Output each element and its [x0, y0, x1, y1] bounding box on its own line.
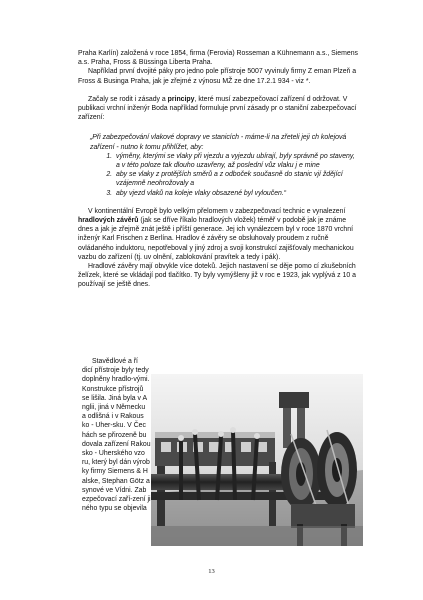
paragraph-firms: Praha Karlín) založená v roce 1854, firma (Ferovia) Rosseman a Kühnemann a.s., Siemens a.s. Praha, Fross & Büssinga Liberta Praha.	[78, 50, 358, 67]
quote-list	[78, 152, 358, 198]
quote-item: 3. aby vjezd vlaků na koleje vlaky obsazené byl vyloučen.“	[114, 189, 358, 198]
interlocking-machine-photo	[151, 374, 363, 546]
side-line: ezpečovací zaří-zení ji	[82, 496, 151, 504]
text-column	[78, 49, 358, 290]
side-line: hách se přirozeně bu	[82, 431, 147, 439]
paragraph-interlocks: V kontinentální Evropě bylo velkým přelomem v zabezpečovací technic e vynalezení hradlových závěrů (jak se dříve říkalo hradlových vložek) téměř v podobě jak je známe dnes a jak je zřejmě znát ještě i příští generace. Jej ich vynálezcem byl v roce 1870 vrchní inženýr Karl Frischen z Berlína. Hradlov é závěry se obsluhovaly proudem z ručně ovládaného induktoru, nepotřeboval y jiný zdroj a svoji konstrukcí zajišťovaly mechanickou vazbu do zařízení (tj. uv olnění, zablokování pravítek a tedy i pák).	[78, 207, 354, 261]
side-text	[82, 357, 154, 513]
quote-item: 1. výměny, kterými se vlaky při vjezdu a vyjezdu ubírají, byly správně po staveny, a v této poloze tak dlouho uzavřeny, až poslední vůz vlaku j e mine	[114, 152, 358, 170]
side-line: dovala zařízení Rakou	[82, 440, 151, 448]
quote-block	[78, 133, 358, 197]
paragraph-principles: Začaly se rodit i zásady a principy, které musí zabezpečovací zařízení d održovat. V publikaci vrchní inženýr Boda například formuluje první zásady pr o staniční zabezpečovací zařízení:	[78, 95, 357, 122]
side-line: ru, který byl dán výrob	[82, 459, 150, 467]
term-principy: principy	[167, 95, 195, 103]
side-line: Stavědlové a ří	[92, 358, 138, 365]
side-line: dicí přístroje byly tedy	[82, 367, 149, 375]
side-line: doplněny hradlo-vými.	[82, 376, 150, 384]
quote-item: 2. aby se vlaky z protějších směrů a z odboček současně do stanic vjí ždějící vzájemně neohrožovaly a	[114, 170, 358, 188]
side-line: Konstrukce přístrojů	[82, 385, 144, 393]
side-line: ko - Uher-sku. V Čec	[82, 422, 146, 430]
page-number: 13	[208, 568, 215, 575]
side-line: alske, Stephan Götz a	[82, 477, 150, 485]
side-line: se lišila. Jiná byla v A	[82, 394, 148, 402]
side-line: a odlišná i v Rakous	[82, 413, 144, 421]
side-line: sko - Uherského vzo	[82, 450, 145, 458]
paragraph-contacts: Hradlové závěry mají obvykle více doteků. Jejich nastavení se děje pomo cí zkušebních želízek, které se vkládají pod tlačítko. Ty byly vymýšleny již v roc e 1923, jak vyplývá z 10 a používají se ještě dnes.	[78, 263, 356, 289]
quote-lead: „Při zabezpečování vlakové dopravy ve stanicích - máme-li na zřeteli jeji ch kolejová zařízení - nutno k tomu přihlížet, aby:	[90, 134, 347, 151]
side-line: ky firmy Siemens & H	[82, 468, 148, 476]
term-hradlove-zavery: hradlových závěrů	[78, 217, 139, 225]
side-line: ného typu se objevila	[82, 505, 147, 513]
paragraph-levers: Například první dvojité páky pro jedno pole přístroje 5007 vyvinuly firmy Z eman Plzeň a Fross & Businga Praha, jak je zřejmé z výnosu MŽ ze dne 17.2.1 934 - viz *.	[78, 68, 357, 85]
side-line: synové ve Vídni. Zab	[82, 486, 147, 494]
side-line: nglii, jiná v Německu	[82, 404, 146, 412]
